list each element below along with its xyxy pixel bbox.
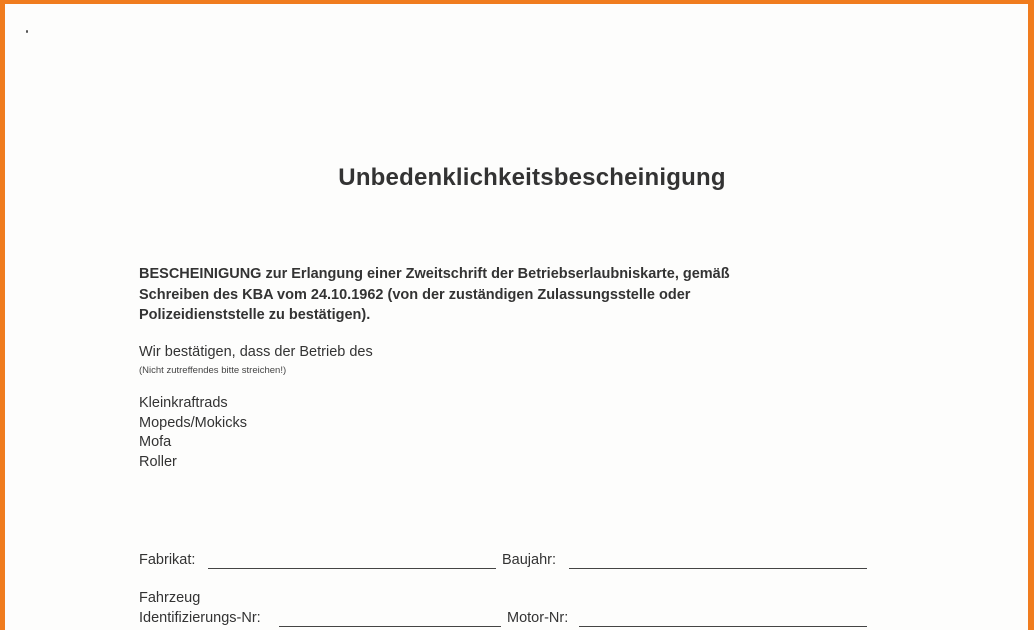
intro-line-3: Polizeidienststelle zu bestätigen). [139, 307, 371, 323]
vehicle-type-item: Kleinkraftrads [139, 395, 228, 411]
intro-paragraph [139, 264, 839, 326]
hint-text: (Nicht zutreffendes bitte streichen!) [139, 365, 287, 376]
vehicle-type-item: Mopeds/Mokicks [139, 414, 247, 431]
ident-label: Identifizierungs-Nr: [139, 610, 261, 626]
baujahr-field-line[interactable] [569, 568, 867, 569]
fabrikat-label: Fabrikat: [139, 552, 196, 568]
vehicle-type-item: Mofa [139, 434, 172, 451]
document-title: Unbedenklichkeitsbescheinigung [338, 164, 726, 191]
scan-speck [26, 30, 28, 33]
ident-field-line[interactable] [279, 626, 501, 627]
motor-label: Motor-Nr: [507, 610, 569, 626]
vehicle-type-item: Roller [139, 454, 177, 471]
confirm-text: Wir bestätigen, dass der Betrieb des [139, 344, 373, 360]
motor-field-line[interactable] [579, 626, 867, 627]
fabrikat-field-line[interactable] [208, 568, 496, 569]
fahrzeug-label: Fahrzeug [139, 590, 201, 606]
intro-line-1: BESCHEINIGUNG zur Erlangung einer Zweitschrift der Betriebserlaubniskarte, gemäß [139, 266, 730, 282]
vehicle-type-list [139, 394, 247, 473]
intro-line-2: Schreiben des KBA vom 24.10.1962 (von der zuständigen Zulassungsstelle oder [139, 286, 691, 303]
baujahr-label: Baujahr: [502, 552, 557, 568]
